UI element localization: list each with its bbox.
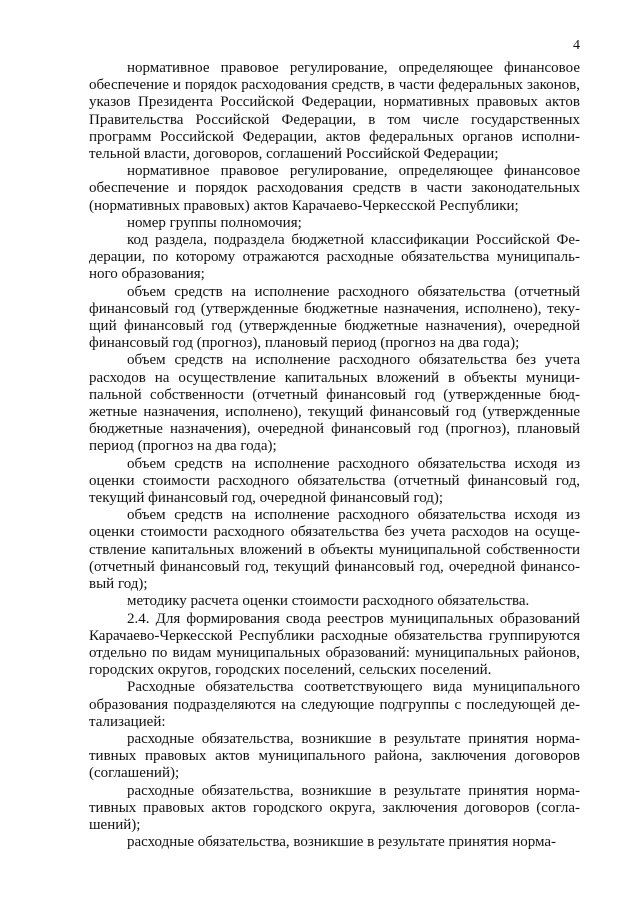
paragraph-authority-group: номер группы полномочия; xyxy=(127,214,302,231)
page-number: 4 xyxy=(573,38,580,53)
paragraph-district-obligations: расходные обязательства, возникшие в результате принятия нормативных правовых актов муниципального района, заключения договоров (соглашений); xyxy=(89,730,580,782)
paragraph-regional-regulation: нормативное правовое регулирование, определяющее финансовое обеспечение и порядок расходования средств в части законодательных (нормативных правовых) актов Карачаево-Черкесской Республики; xyxy=(89,163,580,214)
paragraph-methodology: методику расчета оценки стоимости расходного обязательства. xyxy=(127,593,530,610)
paragraph-continued-obligations: расходные обязательства, возникшие в результате принятия норма- xyxy=(127,834,557,851)
paragraph-city-district-obligations: расходные обязательства, возникшие в результате принятия нормативных правовых актов городского округа, заключения договоров (соглашений); xyxy=(89,782,580,833)
paragraph-federal-regulation: нормативное правовое регулирование, определяющее финансовое обеспечение и порядок расходования средств, в части федеральных законов, указов Президента Российской Федерации, нормативных правовых актов Правительства Российской Федерации, в том числе государственных программ Российской Федерации, актов федеральных органов исполнительной власти, договоров, соглашений Российской Федерации; xyxy=(89,60,580,163)
document-body xyxy=(89,60,580,851)
paragraph-budget-code: код раздела, подраздела бюджетной классификации Российской Федерации, по которому отражаются расходные обязательства муниципального образования; xyxy=(89,232,580,283)
paragraph-section-2-4: 2.4. Для формирования свода реестров муниципальных образований Карачаево-Черкесской Республики расходные обязательства группируются отдельно по видам муниципальных образований: муниципальных районов, городских округов, городских поселений, сельских поселений. xyxy=(89,610,580,679)
paragraph-cost-estimate: объем средств на исполнение расходного обязательства исходя из оценки стоимости расходного обязательства (отчетный финансовый год, текущий финансовый год, очередной финансовый год); xyxy=(89,455,580,507)
paragraph-subgroups: Расходные обязательства соответствующего вида муниципального образования подразделяются на следующие подгруппы с последующей детализацией: xyxy=(89,679,580,730)
paragraph-funds-volume-excl-capital: объем средств на исполнение расходного обязательства без учета расходов на осуществление капитальных вложений в объекты муниципальной собственности (отчетный финансовый год (утвержденные бюджетные назначения, исполнено), текущий финансовый год (утвержденные бюджетные назначения), очередной финансовый год (прогноз), плановый период (прогноз на два года); xyxy=(89,352,580,455)
paragraph-cost-estimate-excl-capital: объем средств на исполнение расходного обязательства исходя из оценки стоимости расходного обязательства без учета расходов на осуществление капитальных вложений в объекты муниципальной собственности (отчетный финансовый год, текущий финансовый год, очередной финансовый год); xyxy=(89,507,580,593)
paragraph-funds-volume: объем средств на исполнение расходного обязательства (отчетный финансовый год (утвержденные бюджетные назначения, исполнено), текущий финансовый год (утвержденные бюджетные назначения), очередной финансовый год (прогноз), плановый период (прогноз на два года); xyxy=(89,283,580,352)
